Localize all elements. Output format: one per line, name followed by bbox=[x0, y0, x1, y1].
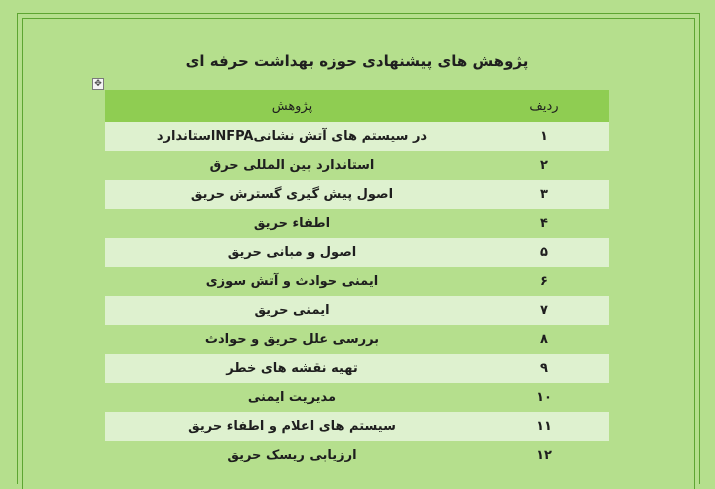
row-number: ۳ bbox=[540, 187, 548, 202]
table-header-row bbox=[105, 90, 609, 122]
header-research: پژوهش bbox=[271, 98, 313, 114]
research-title: بررسی علل حریق و حوادث bbox=[204, 332, 380, 347]
row-number: ۴ bbox=[540, 216, 548, 231]
row-number: ۸ bbox=[540, 332, 548, 347]
research-title: در سیستم های آتش نشانیNFPAاستاندارد bbox=[156, 129, 428, 144]
research-title: اصول پیش گیری گسترش حریق bbox=[190, 187, 394, 202]
row-number: ۱۱ bbox=[536, 419, 552, 434]
table-row bbox=[105, 122, 609, 151]
row-number: ۵ bbox=[540, 245, 548, 260]
row-number: ۱۲ bbox=[536, 448, 552, 463]
table-row bbox=[105, 238, 609, 267]
row-number: ۶ bbox=[540, 274, 548, 289]
table-row bbox=[105, 296, 609, 325]
research-title: اصول و مبانی حریق bbox=[227, 245, 357, 260]
research-title: اطفاء حریق bbox=[253, 216, 331, 231]
table-row bbox=[105, 209, 609, 238]
research-title: مدیریت ایمنی bbox=[247, 390, 337, 405]
research-title: ایمنی حوادث و آتش سوزی bbox=[205, 274, 379, 289]
table-row bbox=[105, 325, 609, 354]
row-number: ۲ bbox=[540, 158, 548, 173]
row-number: ۱۰ bbox=[536, 390, 552, 405]
move-icon[interactable]: ✥ bbox=[92, 78, 104, 90]
research-title: ارزیابی ریسک حریق bbox=[227, 448, 357, 463]
page-title: پژوهش های پیشنهادی حوزه بهداشت حرفه ای bbox=[185, 52, 529, 70]
row-number: ۷ bbox=[540, 303, 548, 318]
research-title: تهیه نقشه های خطر bbox=[226, 361, 358, 376]
research-table bbox=[105, 90, 609, 470]
table-row bbox=[105, 180, 609, 209]
table-row bbox=[105, 354, 609, 383]
table-row bbox=[105, 412, 609, 441]
table-row bbox=[105, 267, 609, 296]
research-title: ایمنی حریق bbox=[254, 303, 330, 318]
header-row-number: ردیف bbox=[529, 98, 559, 114]
table-row bbox=[105, 383, 609, 412]
research-title: استاندارد بین المللی حرق bbox=[209, 158, 375, 173]
table-row bbox=[105, 151, 609, 180]
research-title: سیستم های اعلام و اطفاء حریق bbox=[188, 419, 396, 434]
row-number: ۹ bbox=[540, 361, 548, 376]
row-number: ۱ bbox=[540, 129, 548, 144]
table-row bbox=[105, 441, 609, 470]
